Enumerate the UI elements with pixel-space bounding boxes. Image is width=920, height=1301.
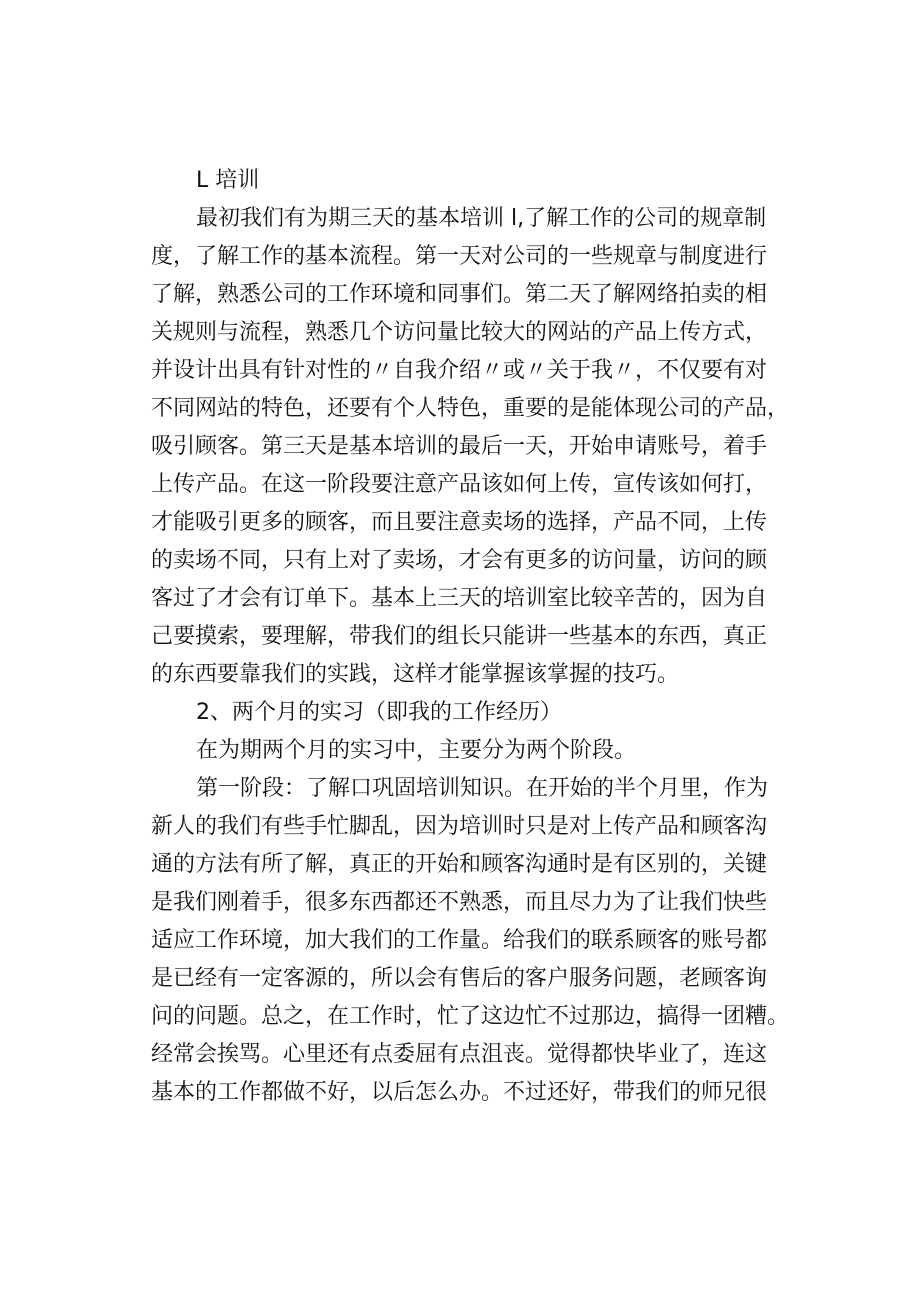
paragraph-line: 第一阶段：了解口巩固培训知识。在开始的半个月里，作为 [196,776,769,801]
paragraph-line: 并设计出具有针对性的〃自我介绍〃或〃关于我〃，不仅要有对 [151,358,768,383]
paragraph-line: 的东西要靠我们的实践，这样才能掌握该掌握的技巧。 [151,662,680,687]
paragraph-line: 最初我们有为期三天的基本培训 l,了解工作的公司的规章制 [196,206,767,231]
paragraph-line: 是我们刚着手，很多东西都还不熟悉，而且尽力为了让我们快些 [151,890,768,915]
paragraph-line: 上传产品。在这一阶段要注意产品该如何上传，宣传该如何打， [151,472,768,497]
paragraph-line: 了解，熟悉公司的工作环境和同事们。第二天了解网络拍卖的相 [151,282,768,307]
paragraph-line: 的卖场不同，只有上对了卖场，才会有更多的访问量，访问的顾 [151,548,768,573]
paragraph-line: 通的方法有所了解，真正的开始和顾客沟通时是有区别的，关键 [151,852,768,877]
paragraph-line: 关规则与流程，熟悉几个访问量比较大的网站的产品上传方式， [151,320,768,345]
paragraph-line: 问的问题。总之，在工作时，忙了这边忙不过那边，搞得一团糟。 [151,1004,790,1029]
paragraph-line: 基本的工作都做不好，以后怎么办。不过还好，带我们的师兄很 [151,1080,768,1105]
paragraph-line: 才能吸引更多的顾客，而且要注意卖场的选择，产品不同，上传 [151,510,768,535]
section-heading-internship: 2、两个月的实习（即我的工作经历） [196,700,562,725]
paragraph-line: 新人的我们有些手忙脚乱，因为培训时只是对上传产品和顾客沟 [151,814,768,839]
paragraph-line: 是已经有一定客源的，所以会有售后的客户服务问题，老顾客询 [151,966,768,991]
paragraph-line: 吸引顾客。第三天是基本培训的最后一天，开始申请账号，着手 [151,434,768,459]
paragraph-line: 适应工作环境，加大我们的工作量。给我们的联系顾客的账号都 [151,928,768,953]
paragraph-line: 度，了解工作的基本流程。第一天对公司的一些规章与制度进行 [151,244,768,269]
paragraph-line: 不同网站的特色，还要有个人特色，重要的是能体现公司的产品， [151,396,790,421]
paragraph-line: 经常会挨骂。心里还有点委屈有点沮丧。觉得都快毕业了，连这 [151,1042,768,1067]
paragraph-line: 己要摸索，要理解，带我们的组长只能讲一些基本的东西，真正 [151,624,768,649]
paragraph-line: 客过了才会有订单下。基本上三天的培训室比较辛苦的，因为自 [151,586,768,611]
paragraph-line: 在为期两个月的实习中，主要分为两个阶段。 [196,738,637,763]
section-heading-training: L 培训 [196,168,260,193]
